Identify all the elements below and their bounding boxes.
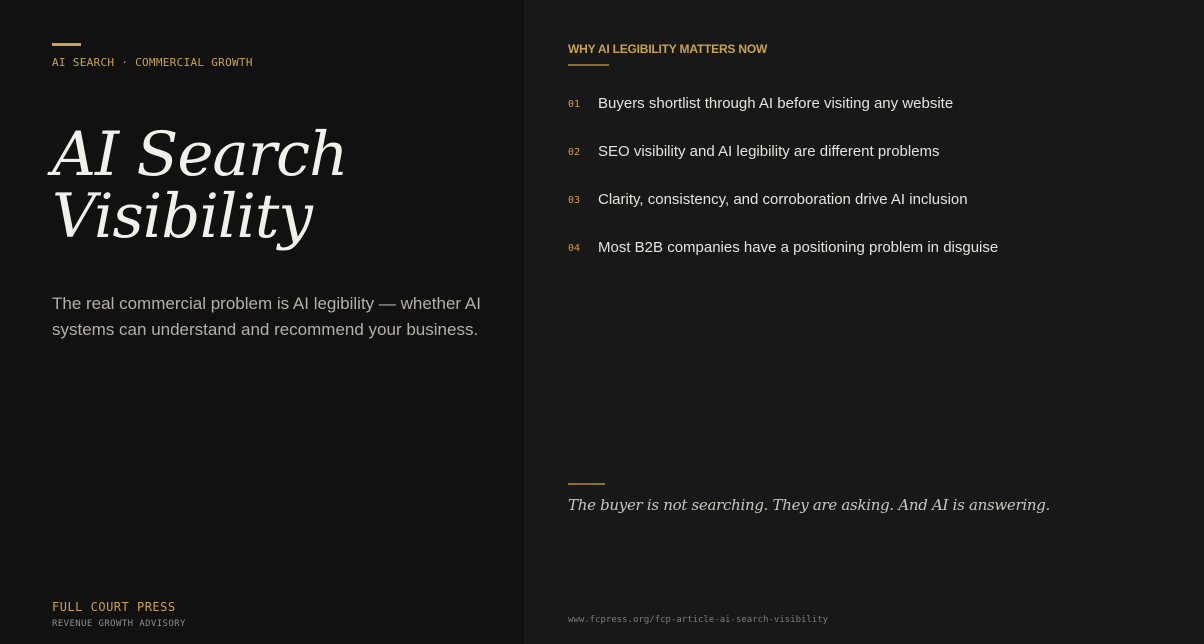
eyebrow-label: AI SEARCH · COMMERCIAL GROWTH: [52, 56, 253, 69]
hero-panel: [0, 0, 524, 644]
accent-bar: [52, 43, 81, 46]
list-item: [568, 79, 998, 127]
list-item: [568, 175, 998, 223]
list-item-text: Clarity, consistency, and corroboration drive AI inclusion: [598, 190, 968, 208]
list-item: [568, 223, 998, 271]
list-item-text: Buyers shortlist through AI before visiting any website: [598, 94, 954, 112]
list-item-number: 02: [568, 147, 581, 158]
article-url: www.fcpress.org/fcp-article-ai-search-visibility: [568, 615, 829, 625]
brand-name: FULL COURT PRESS: [52, 600, 176, 614]
section-heading: WHY AI LEGIBILITY MATTERS NOW: [568, 42, 768, 56]
pull-quote: The buyer is not searching. They are asking. And AI is answering.: [568, 496, 1050, 514]
list-item-number: 01: [568, 99, 581, 110]
list-item-number: 04: [568, 243, 581, 254]
section-divider: [568, 64, 609, 66]
list-item-text: Most B2B companies have a positioning problem in disguise: [598, 238, 999, 256]
list-item: [568, 127, 998, 175]
list-item-text: SEO visibility and AI legibility are different problems: [598, 142, 940, 160]
page-title: [52, 119, 348, 252]
reasons-list: [568, 79, 998, 271]
page-title-line-1: AI Search: [52, 119, 348, 190]
brand-tagline: REVENUE GROWTH ADVISORY: [52, 619, 186, 629]
hero-subtitle: The real commercial problem is AI legibility — whether AI systems can understand and recommend your business.: [52, 294, 481, 339]
page-title-line-2: Visibility: [52, 181, 312, 252]
list-item-number: 03: [568, 195, 581, 206]
quote-divider: [568, 483, 605, 485]
